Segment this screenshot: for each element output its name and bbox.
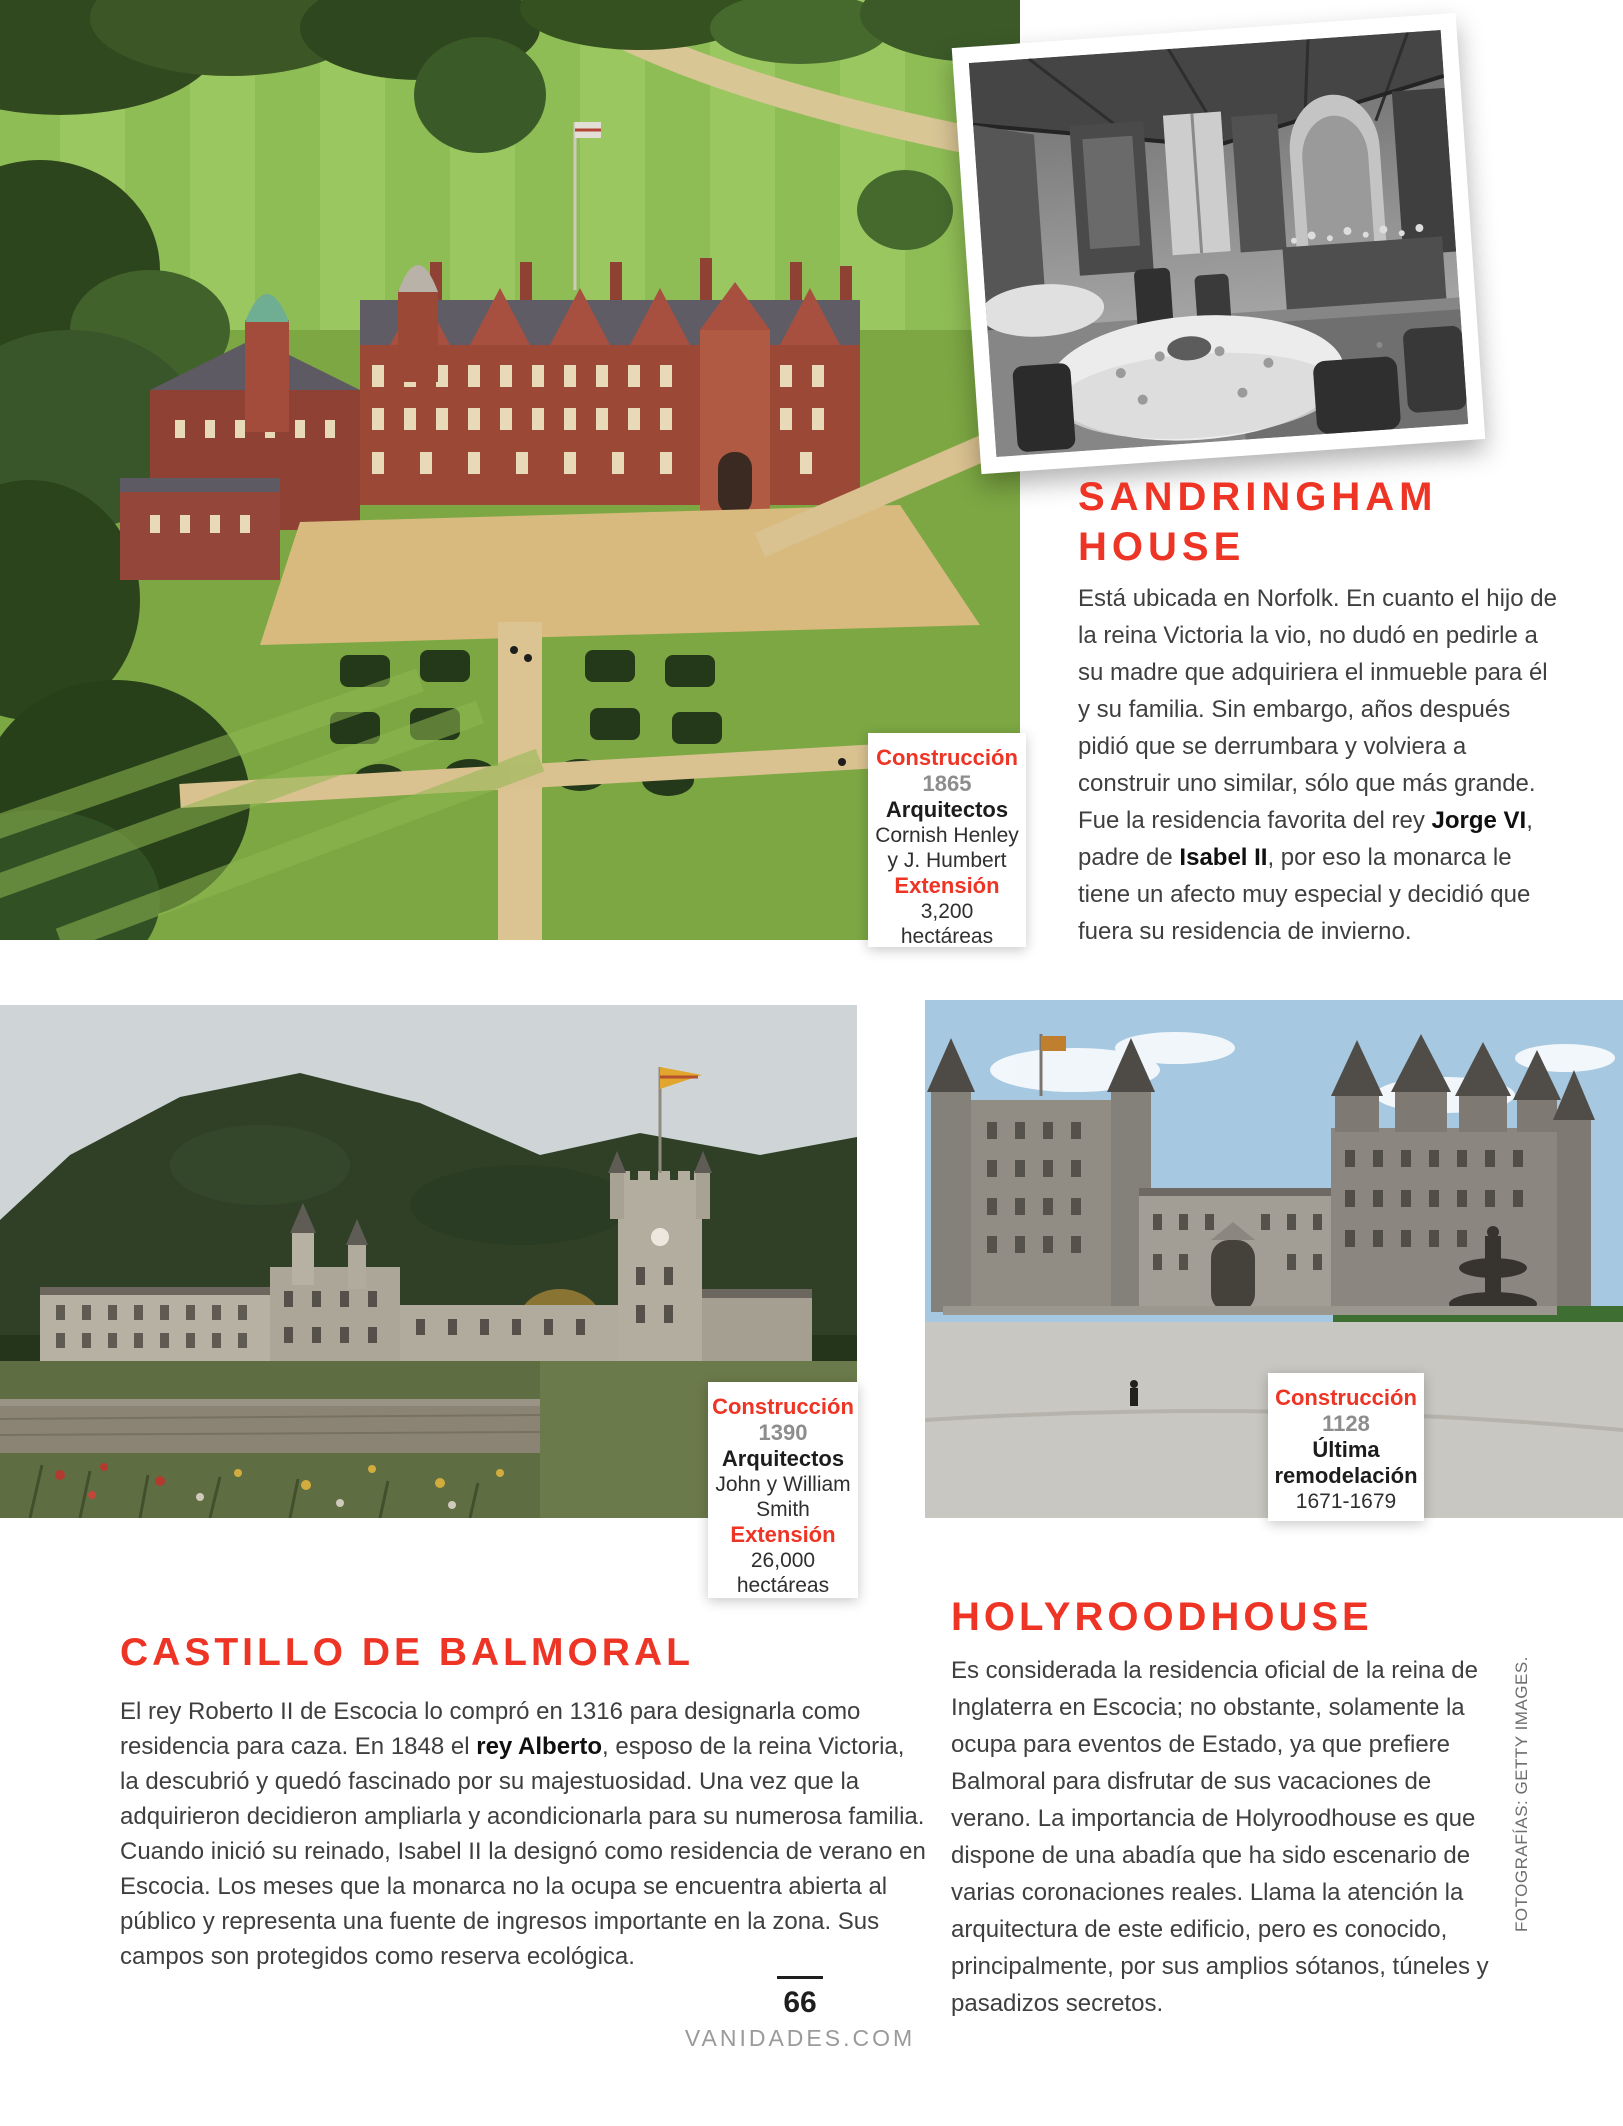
construction-year: 1865 [922, 771, 972, 796]
photo-credit: FOTOGRAFÍAS: GETTY IMAGES. [1512, 1656, 1531, 1932]
extension-value: 26,000 [750, 1549, 816, 1572]
sandringham-interior-photo [952, 13, 1486, 474]
page-footer [650, 1976, 950, 2052]
sandringham-fact-box [868, 733, 1026, 947]
extension-label: Extensión [894, 873, 1000, 898]
remodel-label-line2: remodelación [1274, 1463, 1418, 1488]
architects-label: Arquitectos [721, 1446, 845, 1471]
holyroodhouse-fact-box [1268, 1373, 1424, 1521]
extension-label: Extensión [730, 1522, 836, 1547]
architects-line1: John y William [715, 1473, 851, 1496]
balmoral-paragraph: El rey Roberto II de Escocia lo compró en 1316 para designarla como residencia para caza. En 1848 el rey Alberto, esposo de la reina Victoria, la descubrió y quedó fascinado por su majestuosidad. Una vez que la adquirieron decidieron ampliarla y acondicionarla para su numerosa familia. Cuando inició su reinado, Isabel II la designó como residencia de verano en Escocia. Los meses que la monarca no la ocupa se encuentra abierta al público y representa una fuente de ingresos importante en la zona. Sus campos son protegidos como reserva ecológica. [120, 1698, 926, 1970]
architects-line2: Smith [756, 1498, 810, 1521]
sandringham-title-line1: SANDRINGHAM [1078, 475, 1438, 519]
holyroodhouse-title: HOLYROODHOUSE [951, 1595, 1373, 1639]
guard-figure [1130, 1380, 1138, 1406]
palace-center-wing [1139, 1188, 1331, 1312]
sandringham-aerial-illustration [0, 0, 1020, 940]
construction-label: Construcción [712, 1394, 854, 1419]
architects-line1: Cornish Henley [875, 824, 1019, 847]
sandringham-paragraph: Está ubicada en Norfolk. En cuanto el hijo de la reina Victoria la vio, no dudó en pedirle a su madre que adquiriera el inmueble para él y su familia. Sin embargo, años después pidió que se derrumbara y volviera a construir uno similar, sólo que más grande. Fue la residencia favorita del rey Jorge VI, padre de Isabel II, por eso la monarca le tiene un afecto muy especial y decidió que fuera su residencia de invierno. [1078, 585, 1557, 945]
balmoral-fact-box [708, 1382, 858, 1598]
palace-left-block [927, 1034, 1155, 1312]
dining-room-illustration [969, 30, 1468, 457]
construction-label: Construcción [876, 745, 1018, 770]
remodel-label-line1: Última [1312, 1437, 1380, 1462]
site-name: VANIDADES.COM [684, 2025, 916, 2051]
sandringham-title-line2: HOUSE [1078, 525, 1246, 569]
architects-label: Arquitectos [885, 797, 1009, 822]
extension-unit: hectáreas [736, 1574, 830, 1597]
page-number: 66 [783, 1986, 817, 2019]
construction-year: 1390 [758, 1420, 808, 1445]
construction-year: 1128 [1322, 1411, 1370, 1436]
extension-value: 3,200 [920, 900, 974, 923]
sandringham-title [1078, 472, 1437, 572]
architects-line2: y J. Humbert [887, 849, 1007, 872]
sandringham-aerial-photo [0, 0, 1020, 940]
construction-label: Construcción [1275, 1385, 1417, 1410]
footer-rule [777, 1976, 823, 1979]
extension-unit: hectáreas [900, 925, 994, 948]
balmoral-title: CASTILLO DE BALMORAL [120, 1631, 694, 1674]
holyroodhouse-paragraph: Es considerada la residencia oficial de la reina de Inglaterra en Escocia; no obstante, solamente la ocupa para eventos de Estado, ya que prefiere Balmoral para disfrutar de sus vacaciones de verano. La importancia de Holyroodhouse es que dispone de una abadía que ha sido escenario de varias coronaciones reales. Llama la atención la arquitectura de este edificio, pero es conocido, principalmente, por sus amplios sótanos, túneles y pasadizos secretos. [951, 1657, 1489, 2017]
remodel-value: 1671-1679 [1295, 1490, 1397, 1513]
